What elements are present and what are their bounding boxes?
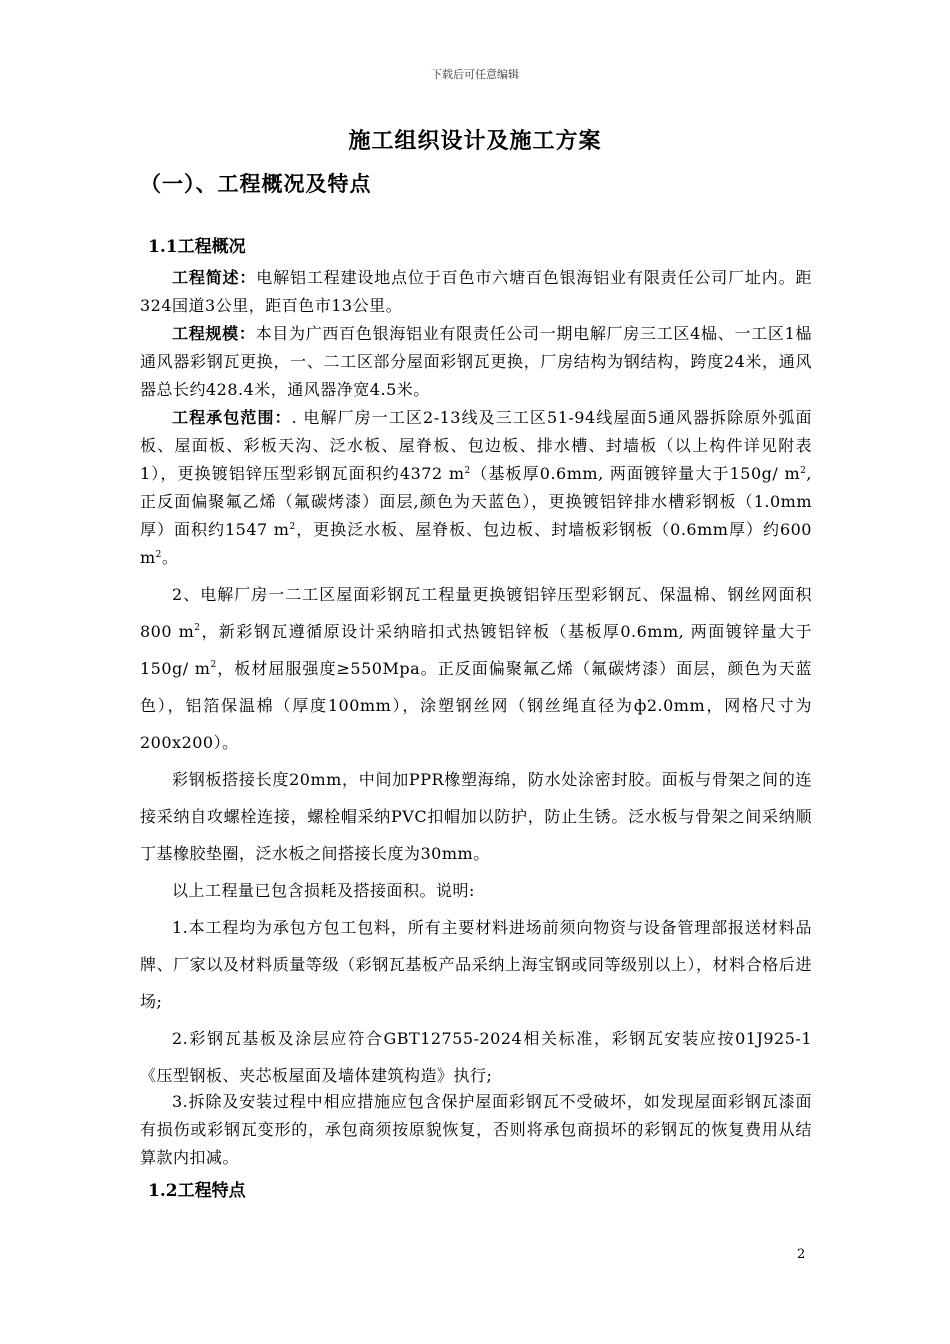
superscript: 2 [210,660,217,670]
text-contract-scope-4: ，更换泛水板、屋脊板、包边板、封墙板彩钢板（0.6mm厚）约600 m [140,520,812,567]
text-project-brief: 电解铝工程建设地点位于百色市六塘百色银海铝业有限责任公司厂址内。距324国道3公里，距百色市13公里。 [140,268,812,315]
paragraph-note-2: 2.彩钢瓦基板及涂层应符合GBT12755-2024相关标准，彩钢瓦安装应按01J925-1《压型钢板、夹芯板屋面及墙体建筑构造》执行; [140,1029,812,1085]
overview-block-3 [140,1088,812,1172]
header-note: 下载后可任意编辑 [431,68,519,81]
label-project-brief: 工程简述： [172,268,257,287]
superscript: 2 [289,522,296,532]
text-roof-3: ，板材屈服强度≥550Mpa。正反面偏聚氟乙烯（氟碳烤漆）面层，颜色为天蓝色），铝箔保温棉（厚度100mm），涂塑钢丝网（钢丝绳直径为ф2.0mm，网格尺寸为200x200）。 [140,659,812,752]
text-project-scale: 本目为广西百色银海铝业有限责任公司一期电解厂房三工区4榀、一工区1榀通风器彩钢瓦更换，一、二工区部分屋面彩钢瓦更换，厂房结构为钢结构，跨度24米，通风器总长约428.4米，通风器净宽4.5米。 [140,324,812,399]
paragraph-quantities-note: 以上工程量已包含损耗及搭接面积。说明: [172,881,475,900]
text-contract-scope-5: 。 [161,548,179,567]
text-roof-2: ，新彩钢瓦遵循原设计采纳暗扣式热镀铝锌板（基板厚0.6mm, 两面镀锌量大于150g/ m [140,622,813,678]
paragraph-project-brief [140,264,812,320]
text-contract-scope-3: , 正反面偏聚氟乙烯（氟碳烤漆）面层,颜色为天蓝色），更换镀铝锌排水槽彩钢板（1.0mm厚）面积约1547 m [140,464,812,539]
page-number: 2 [797,1247,806,1262]
paragraph-lap-length: 彩钢板搭接长度20mm，中间加PPR橡塑海绵，防水处涂密封胶。面板与骨架之间的连接采纳自攻螺栓连接，螺栓帽采纳PVC扣帽加以防护，防止生锈。泛水板与骨架之间采纳顺丁基橡胶垫圈，泛水板之间搭接长度为30mm。 [140,770,812,863]
overview-block-2 [140,576,812,1094]
paragraph-roof-replacement [140,576,812,761]
overview-block-1 [140,264,812,572]
paragraph-note-3: 3.拆除及安装过程中相应措施应包含保护屋面彩钢瓦不受破坏，如发现屋面彩钢瓦漆面有损伤或彩钢瓦变形的，承包商须按原貌恢复，否则将承包商损坏的彩钢瓦的恢复费用从结算款内扣减。 [140,1092,812,1167]
superscript: 2 [155,550,162,560]
paragraph-project-scale [140,320,812,404]
label-project-scale: 工程规模： [172,324,256,343]
paragraph-contract-scope [140,404,812,572]
superscript: 2 [194,623,201,633]
paragraph-note-1: 1.本工程均为承包方包工包料，所有主要材料进场前须向物资与设备管理部报送材料品牌、厂家以及材料质量等级（彩钢瓦基板产品采纳上海宝钢或同等级别以上），材料合格后进场; [140,918,812,1011]
label-contract-scope: 工程承包范围： [172,408,292,427]
superscript: 2 [464,466,471,476]
text-roof-1: 2、电解厂房一二工区屋面彩钢瓦工程量更换镀铝锌压型彩钢瓦、保温棉、钢丝网面积800 m [140,585,812,641]
section-heading: （一）、工程概况及特点 [140,171,372,196]
subsection-heading-1-1: 1.1工程概况 [148,237,246,257]
document-title: 施工组织设计及施工方案 [348,128,602,154]
text-contract-scope-2: （基板厚0.6mm, 两面镀锌量大于150g/ m [470,464,801,483]
subsection-heading-1-2: 1.2工程特点 [148,1181,246,1201]
text-contract-scope-1: . 电解厂房一工区2-13线及三工区51-94线屋面5通风器拆除原外弧面板、屋面板、彩板天沟、泛水板、屋脊板、包边板、排水槽、封墙板（以上构件详见附表1），更换镀铝锌压型彩钢瓦面积约4372 m [140,408,812,483]
superscript: 2 [800,466,807,476]
